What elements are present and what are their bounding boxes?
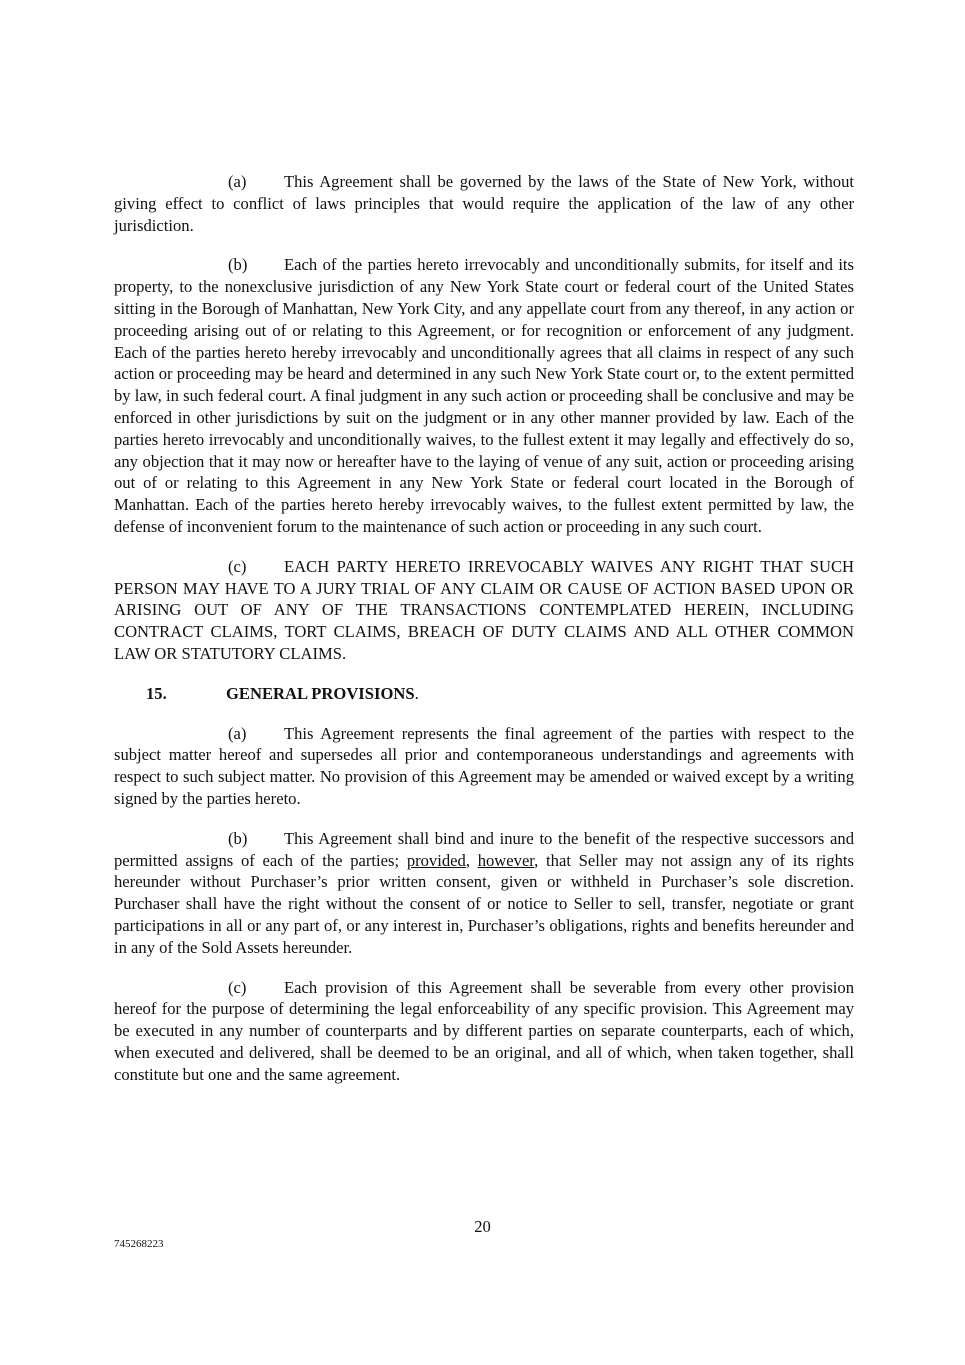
paragraph-text-start: This Agreement shall bind and inure to the benefit of the respective successors and permitted assigns of each of the parties;: [114, 828, 854, 870]
paragraph-text: This Agreement represents the final agreement of the parties with respect to the subject matter hereof and supersedes all prior and contemporaneous understandings and agreements with respect to such subject matter. No provision of this Agreement may be amended or waived except by a writing signed by the parties hereto.: [114, 723, 854, 808]
paragraph-14a: [114, 171, 854, 236]
section-number: 15.: [146, 683, 167, 703]
paragraph-14b: [114, 254, 854, 537]
provided-term: provided: [406, 850, 466, 870]
paragraph-14c: [114, 556, 854, 665]
paragraph-label: (b): [228, 828, 248, 848]
comma-separator: ,: [465, 850, 478, 870]
paragraph-text-end: , that Seller may not assign any of its rights hereunder without Purchaser’s prior written consent, given or withheld in Purchaser’s sole discretion. Purchaser shall have the right without the consent of or notice to Seller to sell, transfer, negotiate or grant participations in all or any part of, or any interest in, Purchaser’s obligations, rights and benefits hereunder and in any of the Sold Assets hereunder.: [114, 850, 855, 957]
document-id: 745268223: [114, 1238, 164, 1250]
paragraph-15a: [114, 723, 854, 810]
paragraph-text: Each of the parties hereto irrevocably and unconditionally submits, for itself and its property, to the nonexclusive jurisdiction of any New York State court or federal court of the United States sitting in the Borough of Manhattan, New York City, and any appellate court from any thereof, in any action or proceeding arising out of or relating to this Agreement, or for recognition or enforcement of any judgment. Each of the parties hereto hereby irrevocably and unconditionally agrees that all claims in respect of any such action or proceeding may be heard and determined in any such New York State court or, to the extent permitted by law, in such federal court. A final judgment in any such action or proceeding shall be conclusive and may be enforced in other jurisdictions by suit on the judgment or in any other manner provided by law. Each of the parties hereto irrevocably and unconditionally waives, to the fullest extent it may legally and effectively do so, any objection that it may now or hereafter have to the laying of venue of any suit, action or proceeding arising out of or relating to this Agreement in any New York State or federal court located in the Borough of Manhattan. Each of the parties hereto hereby irrevocably waives, to the fullest extent permitted by law, the defense of inconvenient forum to the maintenance of such action or proceeding in any such court.: [114, 255, 854, 536]
paragraph-15c: [114, 977, 854, 1086]
paragraph-15b: [114, 828, 854, 959]
section-title-period: .: [414, 683, 419, 703]
section-title: GENERAL PROVISIONS: [226, 683, 415, 703]
paragraph-text: Each provision of this Agreement shall be severable from every other provision hereof for the purpose of determining the legal enforceability of any specific provision. This Agreement may be executed in any number of counterparts and by different parties on separate counterparts, each of which, when executed and delivered, shall be deemed to be an original, and all of which, when taken together, shall constitute but one and the same agreement.: [114, 977, 854, 1084]
paragraph-label: (a): [228, 723, 247, 743]
document-body: [114, 171, 854, 1103]
paragraph-label: (c): [228, 556, 247, 576]
paragraph-label: (c): [228, 977, 247, 997]
section-heading-15: [114, 683, 854, 705]
paragraph-text: EACH PARTY HERETO IRREVOCABLY WAIVES ANY RIGHT THAT SUCH PERSON MAY HAVE TO A JURY TRIAL OF ANY CLAIM OR CAUSE OF ACTION BASED UPON OR ARISING OUT OF ANY OF THE TRANSACTIONS CONTEMPLATED HEREIN, INCLUDING CONTRACT CLAIMS, TORT CLAIMS, BREACH OF DUTY CLAIMS AND ALL OTHER COMMON LAW OR STATUTORY CLAIMS.: [114, 556, 854, 663]
page-number: 20: [474, 1217, 491, 1236]
paragraph-label: (b): [228, 255, 248, 275]
paragraph-text: This Agreement shall be governed by the laws of the State of New York, without giving effect to conflict of laws principles that would require the application of the law of any other jurisdiction.: [114, 172, 854, 235]
paragraph-label: (a): [228, 172, 247, 191]
however-term: however: [477, 850, 535, 870]
